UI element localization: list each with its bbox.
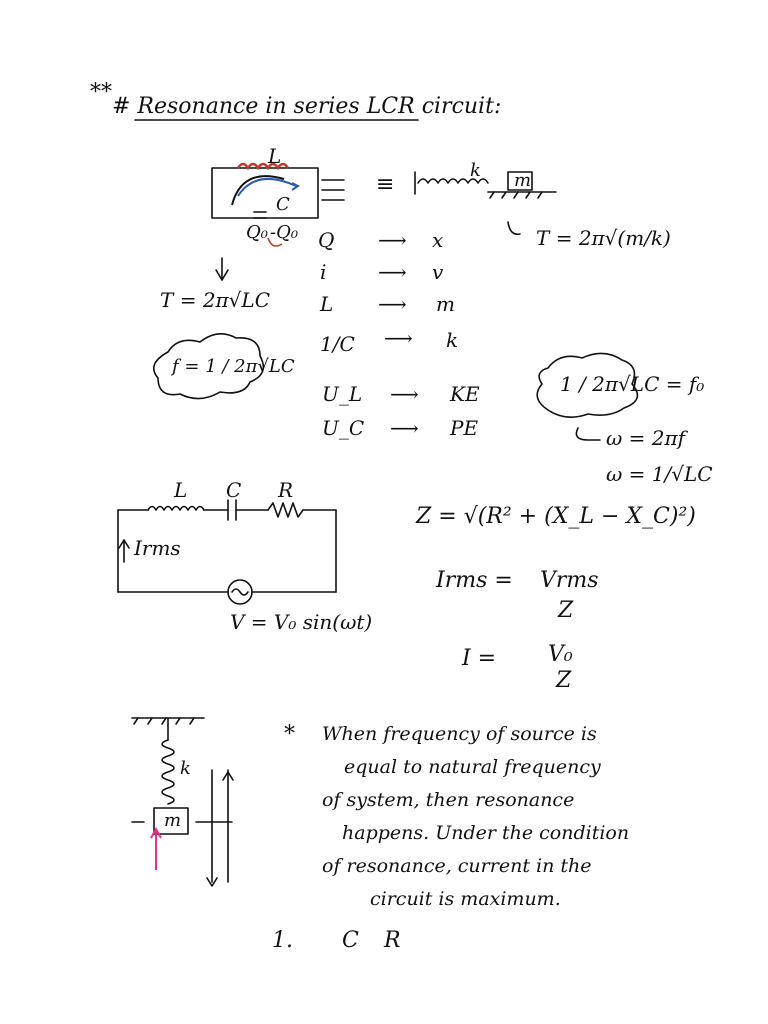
analogy-arrow-0: ⟶ bbox=[378, 228, 407, 252]
explanation-line: When frequency of source is bbox=[322, 723, 597, 745]
footer-c: C bbox=[342, 928, 359, 953]
lcr-inductor-label: L bbox=[174, 478, 188, 502]
explanation-line: happens. Under the condition bbox=[342, 822, 630, 844]
page-title: # Resonance in series LCR circuit: bbox=[112, 94, 502, 119]
irms-numerator: Vrms bbox=[540, 568, 599, 593]
charge-pos-label: Q₀ bbox=[246, 222, 268, 243]
analogy-arrow-5: ⟶ bbox=[390, 416, 419, 440]
analogy-right-3: k bbox=[446, 328, 459, 352]
lc-period-formula: T = 2π√LC bbox=[160, 288, 271, 312]
star-mark: ** bbox=[90, 80, 112, 105]
rms-current-label: Irms bbox=[134, 536, 181, 560]
analogy-right-5: PE bbox=[450, 416, 479, 440]
explanation-line: equal to natural frequency bbox=[344, 756, 601, 778]
impedance-formula: Z = √(R² + (X_L − X_C)²) bbox=[416, 504, 696, 529]
analogy-right-1: v bbox=[432, 260, 444, 284]
frequency-formula: f = 1 / 2π√LC bbox=[172, 356, 295, 377]
source-voltage-formula: V = V₀ sin(ωt) bbox=[230, 610, 373, 634]
analogy-left-4: U_L bbox=[322, 382, 363, 406]
vertical-mass-label: m bbox=[164, 810, 182, 831]
spring-period-formula: T = 2π√(m/k) bbox=[536, 226, 671, 250]
analogy-left-1: i bbox=[320, 260, 327, 284]
lcr-capacitor-label: C bbox=[226, 478, 242, 502]
analogy-right-2: m bbox=[436, 292, 455, 316]
inductor-label: L bbox=[268, 144, 282, 168]
spring-constant-label: k bbox=[470, 160, 481, 181]
footer-r: R bbox=[384, 928, 401, 953]
analogy-arrow-3: ⟶ bbox=[384, 326, 413, 350]
analogy-left-5: U_C bbox=[322, 416, 365, 440]
bullet-mark: * bbox=[284, 722, 295, 747]
capacitor-label: C bbox=[276, 194, 290, 215]
charge-neg-label: -Q₀ bbox=[270, 222, 299, 243]
lcr-resistor-label: R bbox=[278, 478, 294, 502]
resonance-explanation bbox=[322, 718, 742, 916]
analogy-right-0: x bbox=[432, 228, 444, 252]
ipeak-lhs: I = bbox=[462, 646, 497, 671]
explanation-line: of resonance, current in the bbox=[322, 855, 592, 877]
vertical-spring-constant: k bbox=[180, 758, 191, 779]
analogy-left-2: L bbox=[320, 292, 334, 316]
analogy-right-4: KE bbox=[450, 382, 480, 406]
omega-formula-1: ω = 2πf bbox=[606, 426, 686, 450]
analogy-arrow-1: ⟶ bbox=[378, 260, 407, 284]
analogy-left-3: 1/C bbox=[320, 332, 355, 356]
explanation-line: circuit is maximum. bbox=[370, 888, 561, 910]
resonant-frequency-formula: 1 / 2π√LC = f₀ bbox=[560, 372, 705, 396]
equivalent-sign: ≡ bbox=[376, 172, 395, 197]
curved-arrow-icon bbox=[576, 428, 600, 440]
irms-lhs: Irms = bbox=[436, 568, 513, 593]
irms-denominator: Z bbox=[558, 598, 574, 623]
mass-label: m bbox=[514, 170, 532, 191]
explanation-line: of system, then resonance bbox=[322, 789, 575, 811]
analogy-left-0: Q bbox=[318, 228, 335, 252]
analogy-arrow-4: ⟶ bbox=[390, 382, 419, 406]
ipeak-denominator: Z bbox=[556, 668, 572, 693]
omega-formula-2: ω = 1/√LC bbox=[606, 462, 713, 486]
spring-mass-diagram bbox=[415, 172, 556, 234]
ipeak-numerator: V₀ bbox=[548, 642, 573, 667]
footer-number: 1. bbox=[272, 928, 293, 953]
vertical-spring-mass-diagram bbox=[132, 718, 233, 886]
analogy-arrow-2: ⟶ bbox=[378, 292, 407, 316]
